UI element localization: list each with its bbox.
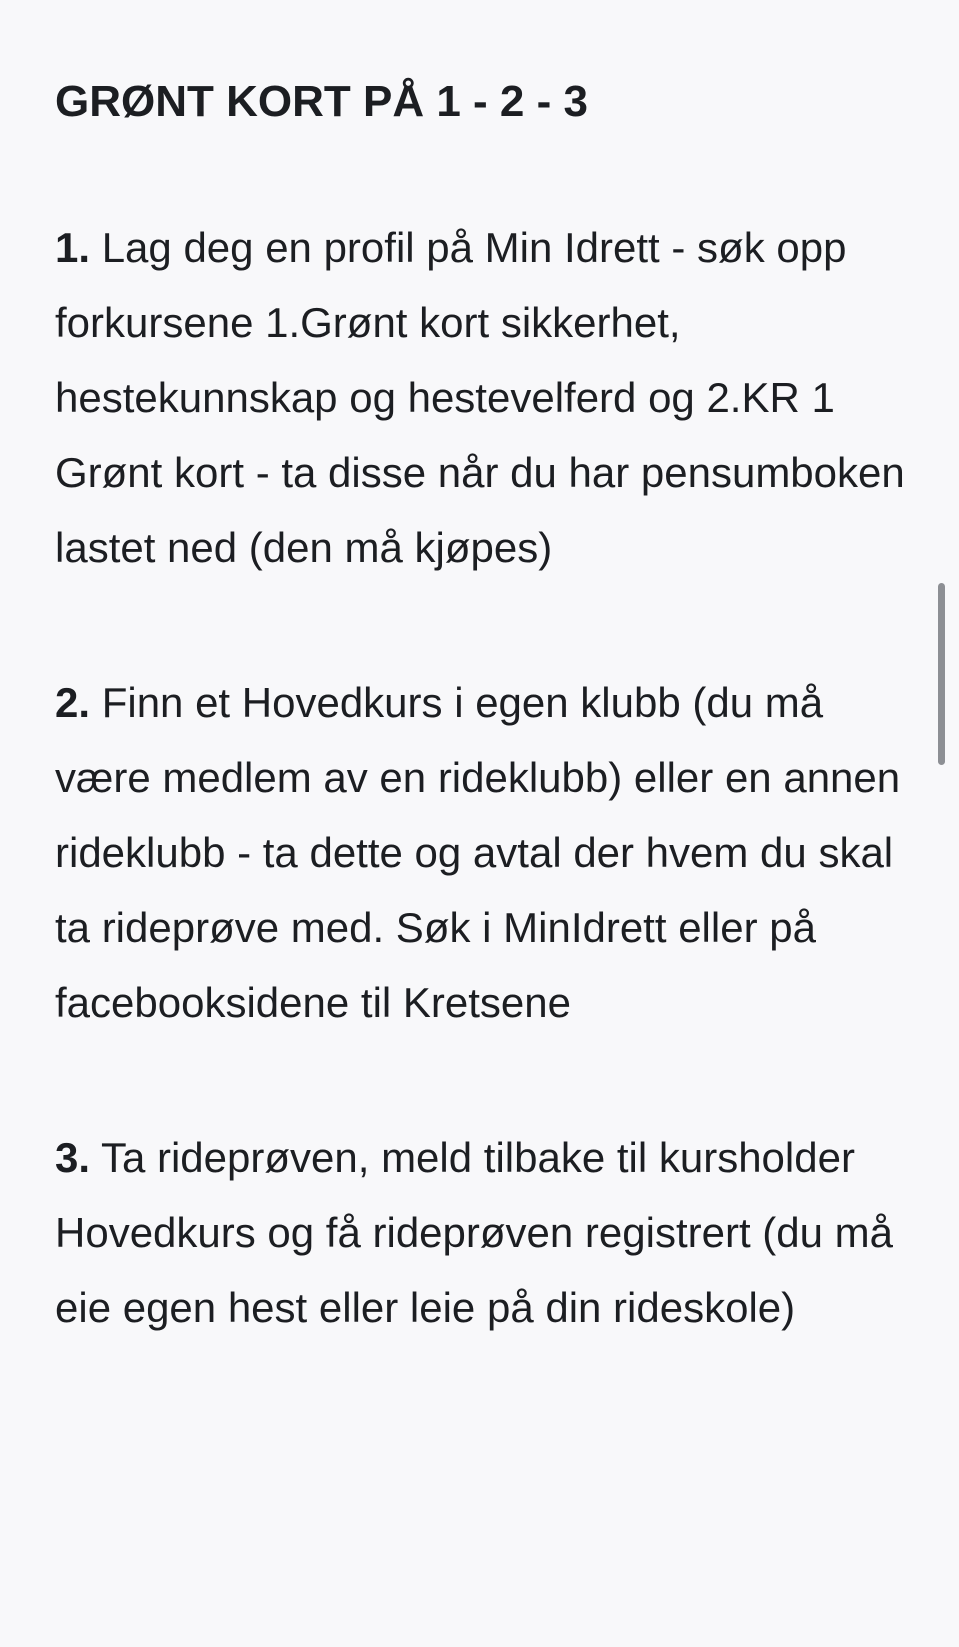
vertical-scrollbar[interactable]: [938, 583, 945, 765]
step-text: Ta rideprøven, meld tilbake til kursholder Hovedkurs og få rideprøven registrert (du må eie egen hest eller leie på din rideskole): [55, 1134, 894, 1331]
page-title: GRØNT KORT PÅ 1 - 2 - 3: [55, 77, 588, 126]
step-1: [55, 210, 915, 585]
step-number: 1.: [55, 224, 91, 271]
step-text: Lag deg en profil på Min Idrett - søk opp forkursene 1.Grønt kort sikkerhet, hestekunnskap og hestevelferd og 2.KR 1 Grønt kort - ta disse når du har pensumboken lastet ned (den må kjøpes): [55, 224, 905, 571]
step-2: [55, 665, 915, 1040]
note-content: [55, 70, 915, 1425]
step-number: 3.: [55, 1134, 91, 1181]
step-text: Finn et Hovedkurs i egen klubb (du må være medlem av en rideklubb) eller en annen rideklubb - ta dette og avtal der hvem du skal ta rideprøve med. Søk i MinIdrett eller på facebooksidene til Kretsene: [55, 679, 901, 1026]
step-3: [55, 1120, 915, 1345]
step-number: 2.: [55, 679, 91, 726]
